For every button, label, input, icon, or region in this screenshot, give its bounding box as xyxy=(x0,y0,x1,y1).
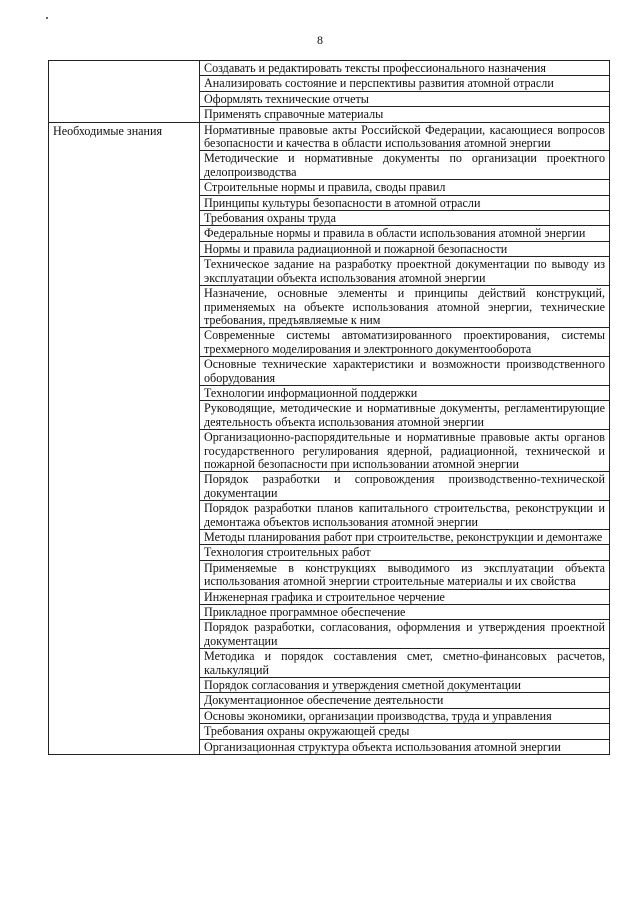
knowledge-item: Технологии информационной поддержки xyxy=(200,385,610,400)
knowledge-item: Нормы и правила радиационной и пожарной безопасности xyxy=(200,241,610,256)
knowledge-item: Применяемые в конструкциях выводимого из эксплуатации объекта использования атомной энергии строительные материалы и их свойства xyxy=(200,560,610,589)
knowledge-item: Инженерная графика и строительное черчение xyxy=(200,589,610,604)
page-number: 8 xyxy=(317,33,323,47)
knowledge-item: Порядок разработки, согласования, оформления и утверждения проектной документации xyxy=(200,620,610,649)
knowledge-item: Порядок разработки и сопровождения производственно-технической документации xyxy=(200,472,610,501)
empty-label-cell xyxy=(49,76,200,91)
knowledge-item: Руководящие, методические и нормативные документы, регламентирующие деятельность объекта использования атомной энергии xyxy=(200,401,610,430)
competency-table xyxy=(48,60,610,755)
skill-item: Оформлять технические отчеты xyxy=(200,91,610,106)
table-row xyxy=(49,107,610,122)
empty-label-cell xyxy=(49,91,200,106)
knowledge-item: Методические и нормативные документы по организации проектного делопроизводства xyxy=(200,151,610,180)
skill-item: Создавать и редактировать тексты профессионального назначения xyxy=(200,61,610,76)
knowledge-item: Технология строительных работ xyxy=(200,545,610,560)
table-row xyxy=(49,76,610,91)
skill-item: Анализировать состояние и перспективы развития атомной отрасли xyxy=(200,76,610,91)
knowledge-item: Прикладное программное обеспечение xyxy=(200,605,610,620)
knowledge-item: Организационная структура объекта использования атомной энергии xyxy=(200,739,610,754)
empty-label-cell xyxy=(49,61,200,76)
scan-dot xyxy=(46,17,48,19)
knowledge-item: Порядок согласования и утверждения сметной документации xyxy=(200,678,610,693)
empty-label-cell xyxy=(49,107,200,122)
knowledge-item: Основы экономики, организации производства, труда и управления xyxy=(200,708,610,723)
knowledge-item: Методы планирования работ при строительстве, реконструкции и демонтаже xyxy=(200,530,610,545)
knowledge-item: Современные системы автоматизированного проектирования, системы трехмерного моделирования и электронного документооборота xyxy=(200,328,610,357)
knowledge-item: Требования охраны труда xyxy=(200,211,610,226)
knowledge-item: Требования охраны окружающей среды xyxy=(200,724,610,739)
knowledge-item: Документационное обеспечение деятельности xyxy=(200,693,610,708)
knowledge-item: Организационно-распорядительные и нормативные правовые акты органов государственного регулирования ядерной, радиационной, технической и пожарной безопасности при использовании атомной энергии xyxy=(200,430,610,472)
knowledge-item: Основные технические характеристики и возможности производственного оборудования xyxy=(200,357,610,386)
knowledge-item: Федеральные нормы и правила в области использования атомной энергии xyxy=(200,226,610,241)
knowledge-label: Необходимые знания xyxy=(49,122,200,754)
skill-item: Применять справочные материалы xyxy=(200,107,610,122)
table-row xyxy=(49,122,610,151)
knowledge-item: Техническое задание на разработку проектной документации по выводу из эксплуатации объекта использования атомной энергии xyxy=(200,257,610,286)
knowledge-item: Порядок разработки планов капитального строительства, реконструкции и демонтажа объектов использования атомной энергии xyxy=(200,501,610,530)
knowledge-item: Нормативные правовые акты Российской Федерации, касающиеся вопросов безопасности и качества в области использования атомной энергии xyxy=(200,122,610,151)
knowledge-item: Назначение, основные элементы и принципы действий конструкций, применяемых на объекте использования атомной энергии, технические требования, предъявляемые к ним xyxy=(200,286,610,328)
knowledge-item: Принципы культуры безопасности в атомной отрасли xyxy=(200,195,610,210)
table-row xyxy=(49,91,610,106)
knowledge-item: Строительные нормы и правила, своды правил xyxy=(200,180,610,195)
table-row xyxy=(49,61,610,76)
table-body xyxy=(49,61,610,755)
knowledge-item: Методика и порядок составления смет, сметно-финансовых расчетов, калькуляций xyxy=(200,649,610,678)
